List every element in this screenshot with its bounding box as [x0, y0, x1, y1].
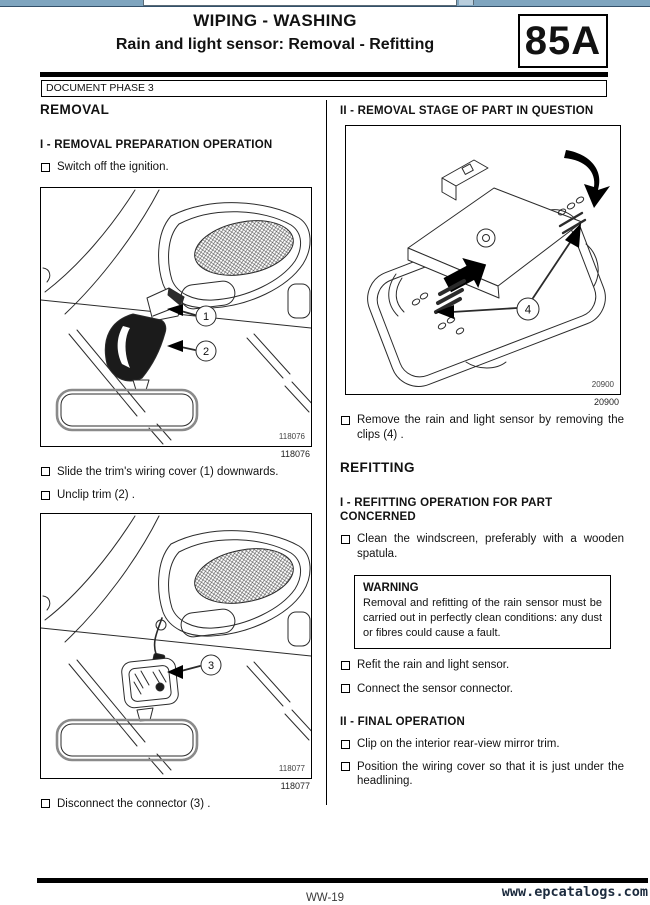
viewer-address-bar	[143, 0, 457, 6]
checkbox-bullet-icon	[341, 661, 350, 670]
callout-1: 1	[202, 310, 210, 323]
page-number: WW-19	[305, 892, 345, 904]
callout-2: 2	[202, 345, 210, 358]
step-refit-sensor: Refit the rain and light sensor.	[340, 658, 624, 673]
checkbox-bullet-icon	[41, 163, 50, 172]
step-remove-sensor: Remove the rain and light sensor by removing the clips (4) .	[340, 413, 624, 442]
figure-number-inside: 118077	[278, 763, 305, 773]
checkbox-bullet-icon	[341, 535, 350, 544]
figure-caption: 20900	[593, 397, 619, 407]
checkbox-bullet-icon	[41, 467, 50, 476]
header-divider	[40, 72, 608, 77]
refitting-operation-heading: I - REFITTING OPERATION FOR PART CONCERNED	[340, 497, 553, 523]
document-phase-label: DOCUMENT PHASE 3	[41, 80, 607, 97]
step-unclip-trim: Unclip trim (2) .	[40, 488, 312, 503]
figure-caption: 118076	[280, 448, 310, 459]
viewer-button-fragment	[459, 0, 474, 5]
figure-number-inside: 118076	[278, 431, 305, 441]
footer-divider	[37, 878, 648, 883]
checkbox-bullet-icon	[341, 740, 350, 749]
removal-heading: REMOVAL	[40, 102, 110, 117]
callout-3: 3	[207, 659, 215, 672]
checkbox-bullet-icon	[341, 762, 350, 771]
callout-4: 4	[524, 304, 532, 317]
figure-trim-cover	[40, 187, 312, 447]
step-position-wiring-cover: Position the wiring cover so that it is just under the headlining.	[340, 760, 624, 789]
sensor-clips-line-art	[346, 126, 620, 394]
left-column	[40, 100, 312, 811]
checkbox-bullet-icon	[341, 416, 350, 425]
warning-title: WARNING	[363, 582, 419, 594]
checkbox-bullet-icon	[341, 684, 350, 693]
step-switch-off-ignition: Switch off the ignition.	[40, 160, 312, 175]
warning-box	[354, 575, 611, 649]
step-disconnect-connector: Disconnect the connector (3) .	[40, 797, 312, 812]
figure-caption: 118077	[280, 780, 310, 791]
removal-prep-heading: I - REMOVAL PREPARATION OPERATION	[40, 139, 273, 151]
viewer-chrome-strip	[0, 0, 650, 7]
figure-sensor-clips	[345, 125, 621, 395]
checkbox-bullet-icon	[41, 491, 50, 500]
step-connect-connector: Connect the sensor connector.	[340, 682, 624, 697]
figure-connector	[40, 513, 312, 779]
final-operation-heading: II - FINAL OPERATION	[340, 716, 465, 728]
figure-number-inside: 20900	[591, 380, 614, 389]
connector-line-art	[41, 514, 311, 778]
warning-body: Removal and refitting of the rain sensor must be carried out in perfectly clean conditions: any dust or fibres could cause a fault.	[363, 597, 602, 639]
column-divider	[326, 100, 327, 805]
trim-cover-line-art	[41, 188, 311, 446]
document-subtitle: Rain and light sensor: Removal - Refitting	[115, 36, 435, 53]
refitting-heading: REFITTING	[340, 460, 415, 475]
page-header	[40, 11, 510, 54]
checkbox-bullet-icon	[41, 799, 50, 808]
step-clean-windscreen: Clean the windscreen, preferably with a wooden spatula.	[340, 532, 624, 561]
right-column	[340, 100, 624, 789]
watermark-link[interactable]: www.epcatalogs.com	[501, 884, 648, 900]
step-slide-cover: Slide the trim's wiring cover (1) downwards.	[40, 465, 312, 480]
section-code-box: 85A	[518, 14, 608, 68]
step-clip-mirror-trim: Clip on the interior rear-view mirror trim.	[340, 737, 624, 752]
document-title: WIPING - WASHING	[193, 11, 357, 30]
removal-stage-heading: II - REMOVAL STAGE OF PART IN QUESTION	[340, 105, 594, 117]
